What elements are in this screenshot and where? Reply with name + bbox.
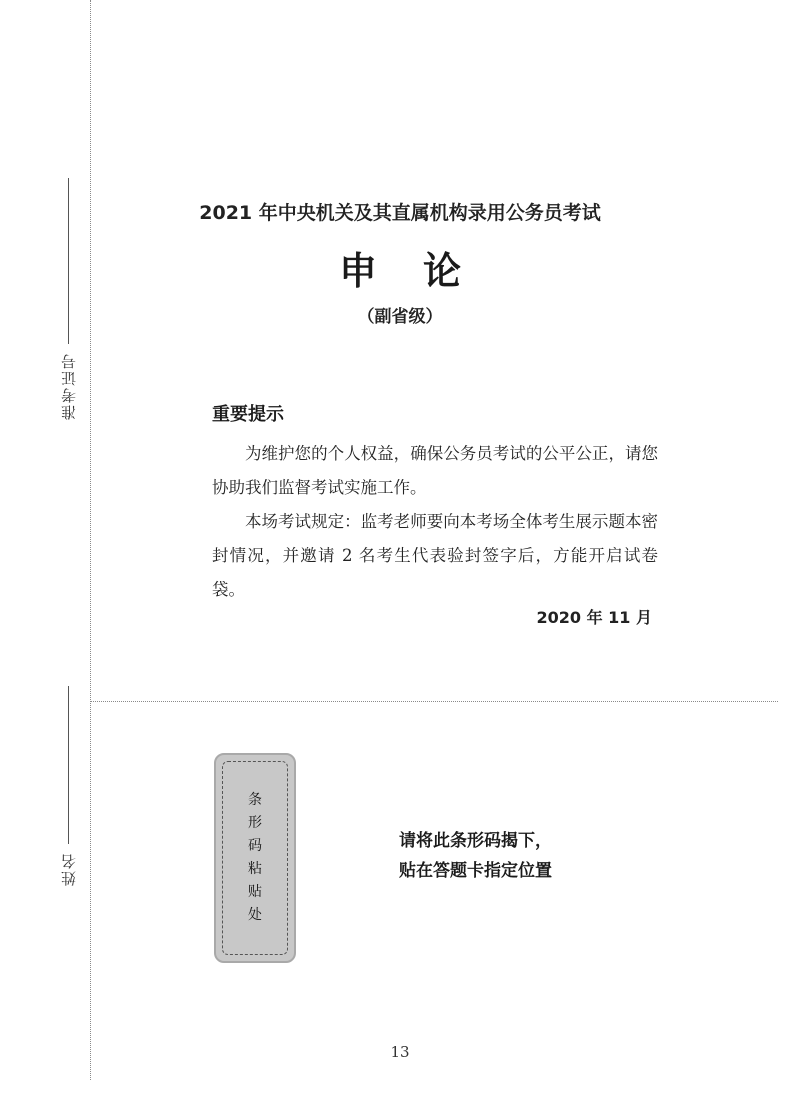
notice-paragraph: 本场考试规定：监考老师要向本考场全体考生展示题本密封情况，并邀请 2 名考生代表验封签字后，方能开启试卷袋。	[212, 512, 658, 599]
notice-paragraph: 为维护您的个人权益，确保公务员考试的公平公正，请您协助我们监督考试实施工作。	[212, 444, 658, 497]
barcode-label-char: 条	[248, 792, 262, 808]
subject-title: 申论	[338, 248, 507, 293]
name-write-line	[68, 686, 69, 844]
binding-dotted-line	[90, 0, 91, 1080]
barcode-instruction-line: 贴在答题卡指定位置	[399, 861, 552, 881]
notice-date: 2020 年 11 月	[536, 608, 652, 627]
page-number: 13	[390, 1043, 410, 1061]
barcode-sticker-area	[214, 753, 296, 963]
exam-title: 2021 年中央机关及其直属机构录用公务员考试	[199, 202, 601, 224]
barcode-dashed-frame	[222, 761, 288, 955]
barcode-label-char: 处	[248, 907, 262, 923]
tear-dotted-line	[90, 701, 778, 702]
barcode-label-char: 码	[248, 838, 262, 854]
name-label: 姓名	[59, 852, 78, 886]
exam-id-label: 准考证号	[59, 352, 78, 420]
barcode-label-char: 粘	[248, 861, 262, 877]
exam-level: （副省级）	[357, 307, 443, 327]
barcode-label-char: 贴	[248, 884, 262, 900]
barcode-instruction	[399, 826, 552, 886]
barcode-label-char: 形	[248, 815, 262, 831]
notice-title: 重要提示	[212, 404, 284, 425]
barcode-instruction-line: 请将此条形码揭下，	[399, 831, 552, 851]
name-field	[58, 686, 78, 886]
